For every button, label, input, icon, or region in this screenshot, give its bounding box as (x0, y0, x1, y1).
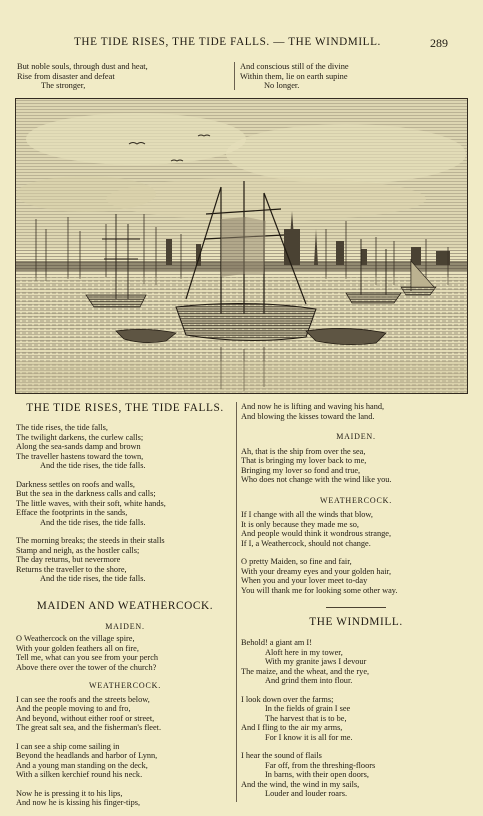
verse-line: Along the sea-sands damp and brown (16, 442, 141, 451)
verse-line: I look down over the farms; (241, 694, 334, 704)
verse-line: No longer. (264, 81, 300, 91)
speaker-heading: MAIDEN. (105, 621, 145, 631)
verse-line: I hear the sound of flails (241, 751, 322, 760)
verse-line: The stronger, (41, 81, 86, 91)
verse-line: That is bringing my lover back to me, (241, 456, 367, 465)
verse-line: O Weathercock on the village spire, (16, 634, 135, 643)
verse-line: And now he is lifting and waving his hand, (241, 402, 385, 411)
verse-line: And a young man standing on the deck, (16, 760, 148, 770)
verse-line: And the tide rises, the tide falls. (40, 461, 146, 470)
verse-line: With your golden feathers all on fire, (16, 643, 139, 653)
tide-stanza-2 (16, 480, 234, 528)
weathercock-stanza-1 (16, 695, 234, 733)
verse-line: Within them, lie on earth supine (240, 71, 348, 81)
column-divider (234, 62, 235, 90)
verse-line: But the sea in the darkness calls and calls; (16, 489, 156, 498)
column-divider (236, 402, 237, 802)
section-rule (326, 607, 386, 608)
verse-line: I can see the roofs and the streets below, (16, 694, 150, 704)
verse-line: Tell me, what can you see from your perch (16, 653, 159, 662)
verse-line: And the tide rises, the tide falls. (40, 517, 146, 527)
verse-line: Darkness settles on roofs and walls, (16, 479, 135, 489)
verse-line: And now he is kissing his finger-tips, (16, 798, 141, 807)
verse-line: The maize, and the wheat, and the rye, (241, 666, 370, 676)
tide-stanza-3 (16, 536, 234, 584)
verse-line: For I know it is all for me. (265, 732, 353, 742)
verse-line: O pretty Maiden, so fine and fair, (241, 557, 352, 566)
speaker-heading: WEATHERCOCK. (319, 495, 393, 505)
verse-line: Above there over the tower of the church? (16, 662, 157, 672)
verse-line: You will thank me for looking some other way. (241, 585, 398, 595)
verse-line: In the fields of grain I see (265, 704, 351, 713)
windmill-poem-title: THE WINDMILL. (309, 616, 403, 628)
maiden-poem-title: MAIDEN AND WEATHERCOCK. (36, 599, 214, 612)
verse-line: If I, a Weathercock, should not change. (241, 538, 371, 548)
page-number: 289 (430, 36, 448, 50)
weathercock-stanza-2 (16, 742, 234, 780)
verse-line: Now he is pressing it to his lips, (16, 788, 123, 798)
verse-line: Stamp and neigh, as the hostler calls; (16, 545, 140, 555)
running-header (0, 36, 483, 52)
verse-line: And people would think it wondrous strange, (241, 529, 392, 538)
top-fragment-left (17, 62, 227, 91)
verse-line: Behold! a giant am I! (241, 638, 312, 647)
windmill-stanza-2 (241, 695, 471, 743)
verse-line: It is only because they made me so, (241, 519, 359, 529)
weathercock-continuation (241, 402, 471, 421)
verse-line: And grind them into flour. (265, 676, 353, 685)
verse-line: And blowing the kisses toward the land. (241, 411, 375, 421)
tide-stanza-1 (16, 423, 234, 471)
top-fragment-right (240, 62, 460, 91)
verse-line: The little waves, with their soft, white hands, (16, 498, 166, 508)
verse-line: With my granite jaws I devour (265, 657, 367, 666)
verse-line: The morning breaks; the steeds in their stalls (16, 536, 165, 545)
verse-line: And conscious still of the divine (240, 62, 349, 71)
verse-line: If I change with all the winds that blow, (241, 510, 373, 519)
verse-line: And the wind, the wind in my sails, (241, 779, 360, 789)
verse-line: With your dreamy eyes and your golden hair, (241, 566, 392, 576)
right-column (241, 402, 471, 799)
verse-line: When you and your lover meet to-day (241, 576, 368, 585)
verse-line: With a silken kerchief round his neck. (16, 770, 143, 779)
verse-line: Ah, that is the ship from over the sea, (241, 446, 366, 456)
verse-line: The traveller hastens toward the town, (16, 451, 144, 461)
verse-line: And I fling to the air my arms, (241, 723, 343, 732)
windmill-stanza-1 (241, 638, 471, 686)
verse-line: And beyond, without either roof or street, (16, 713, 155, 723)
verse-line: Bringing my lover so fond and true, (241, 465, 361, 475)
verse-line: Who does not change with the wind like you. (241, 475, 392, 484)
weathercock-stanza-4 (241, 510, 471, 548)
verse-line: The twilight darkens, the curlew calls; (16, 432, 144, 442)
maiden-stanza-2 (241, 447, 471, 485)
verse-line: Returns the traveller to the shore, (16, 564, 127, 574)
verse-line: Beyond the headlands and harbor of Lynn, (16, 751, 158, 760)
harbor-ships-illustration (16, 99, 468, 394)
running-title: THE TIDE RISES, THE TIDE FALLS. — THE WINDMILL. (74, 36, 381, 48)
verse-line: Rise from disaster and defeat (17, 71, 115, 81)
harbor-engraving (15, 98, 468, 394)
windmill-stanza-3 (241, 751, 471, 799)
verse-line: In barns, with their open doors, (265, 770, 369, 779)
verse-line: I can see a ship come sailing in (16, 741, 120, 751)
verse-line: And the people moving to and fro, (16, 704, 131, 713)
verse-line: Aloft here in my tower, (265, 647, 343, 657)
weathercock-stanza-3 (16, 789, 234, 808)
speaker-heading: MAIDEN. (336, 432, 376, 441)
verse-line: Efface the footprints in the sands, (16, 508, 128, 517)
maiden-stanza-1 (16, 634, 234, 672)
tide-poem-title: THE TIDE RISES, THE TIDE FALLS. (26, 402, 224, 414)
verse-line: The harvest that is to be, (265, 713, 347, 723)
weathercock-stanza-5 (241, 557, 471, 595)
verse-line: But noble souls, through dust and heat, (17, 62, 148, 71)
verse-line: Far off, from the threshing-floors (265, 760, 376, 770)
verse-line: The tide rises, the tide falls, (16, 423, 108, 432)
verse-line: The day returns, but nevermore (16, 555, 121, 564)
verse-line: Louder and louder roars. (265, 789, 348, 798)
verse-line: The great salt sea, and the fisherman's fleet. (16, 723, 162, 732)
left-column (16, 402, 234, 808)
verse-line: And the tide rises, the tide falls. (40, 574, 146, 583)
speaker-heading: WEATHERCOCK. (88, 681, 162, 690)
